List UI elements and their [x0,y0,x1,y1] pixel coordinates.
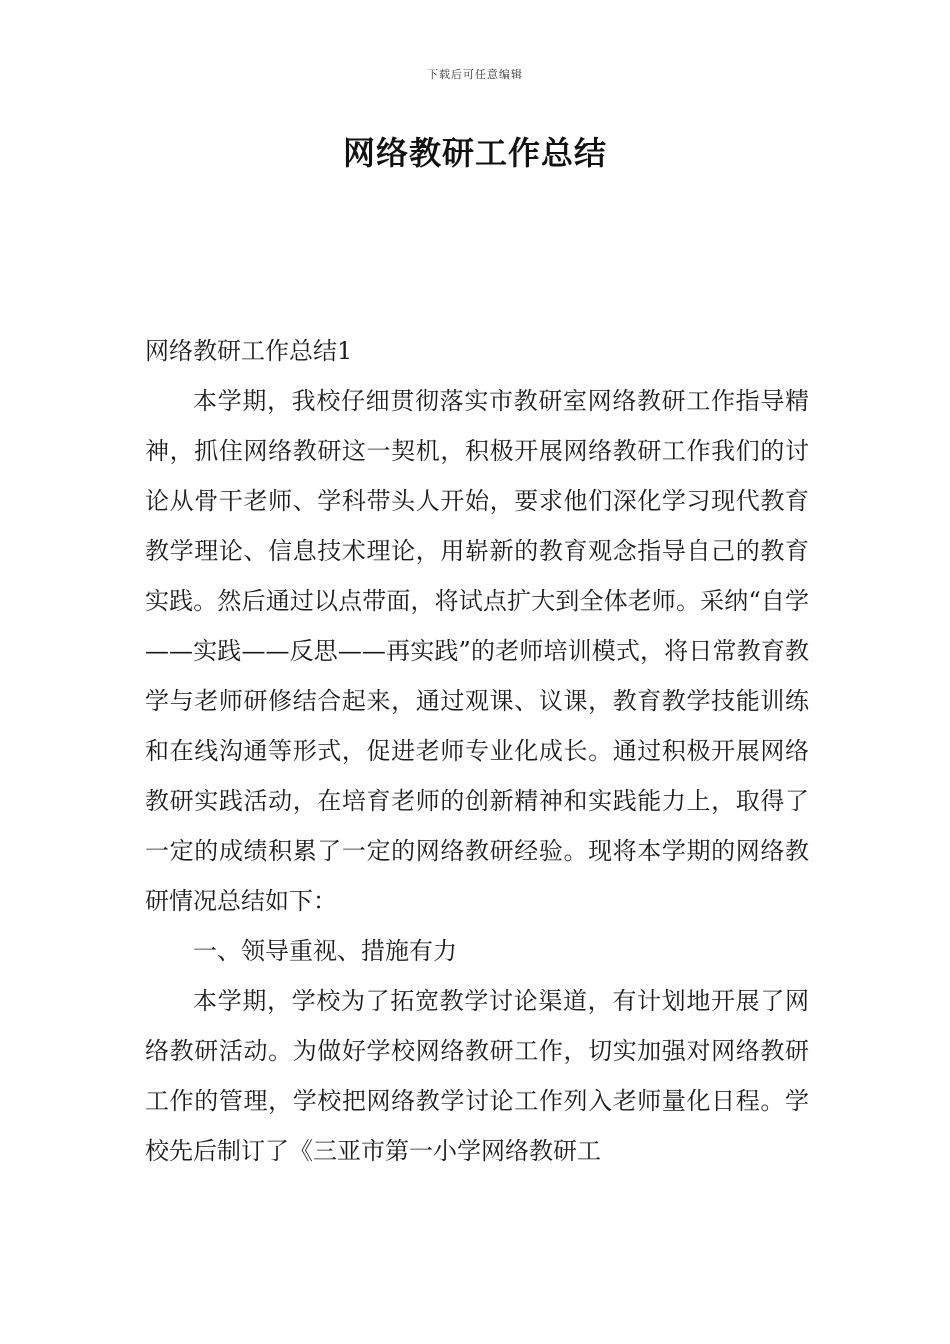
paragraph: 本学期，我校仔细贯彻落实市教研室网络教研工作指导精神，抓住网络教研这一契机，积极开展网络教研工作我们的讨论从骨干老师、学科带头人开始，要求他们深化学习现代教育教学理论、信息技术理论，用崭新的教育观念指导自己的教育实践。然后通过以点带面，将试点扩大到全体老师。采纳“自学——实践——反思——再实践”的老师培训模式，将日常教育教学与老师研修结合起来，通过观课、议课，教育教学技能训练和在线沟通等形式，促进老师专业化成长。通过积极开展网络教研实践活动，在培育老师的创新精神和实践能力上，取得了一定的成绩积累了一定的网络教研经验。现将本学期的网络教研情况总结如下： [145,387,809,915]
document-title: 网络教研工作总结 [342,134,607,172]
document-body [145,326,809,1176]
paragraph: 本学期，学校为了拓宽教学讨论渠道，有计划地开展了网络教研活动。为做好学校网络教研工作，切实加强对网络教研工作的管理，学校把网络教学讨论工作列入老师量化日程。学校先后制订了《三亚市第一小学网络教研工 [145,987,809,1165]
section-heading-1: 一、领导重视、措施有力 [193,937,457,965]
header-note: 下载后可任意编辑 [427,68,523,81]
section-heading: 网络教研工作总结1 [145,337,353,365]
